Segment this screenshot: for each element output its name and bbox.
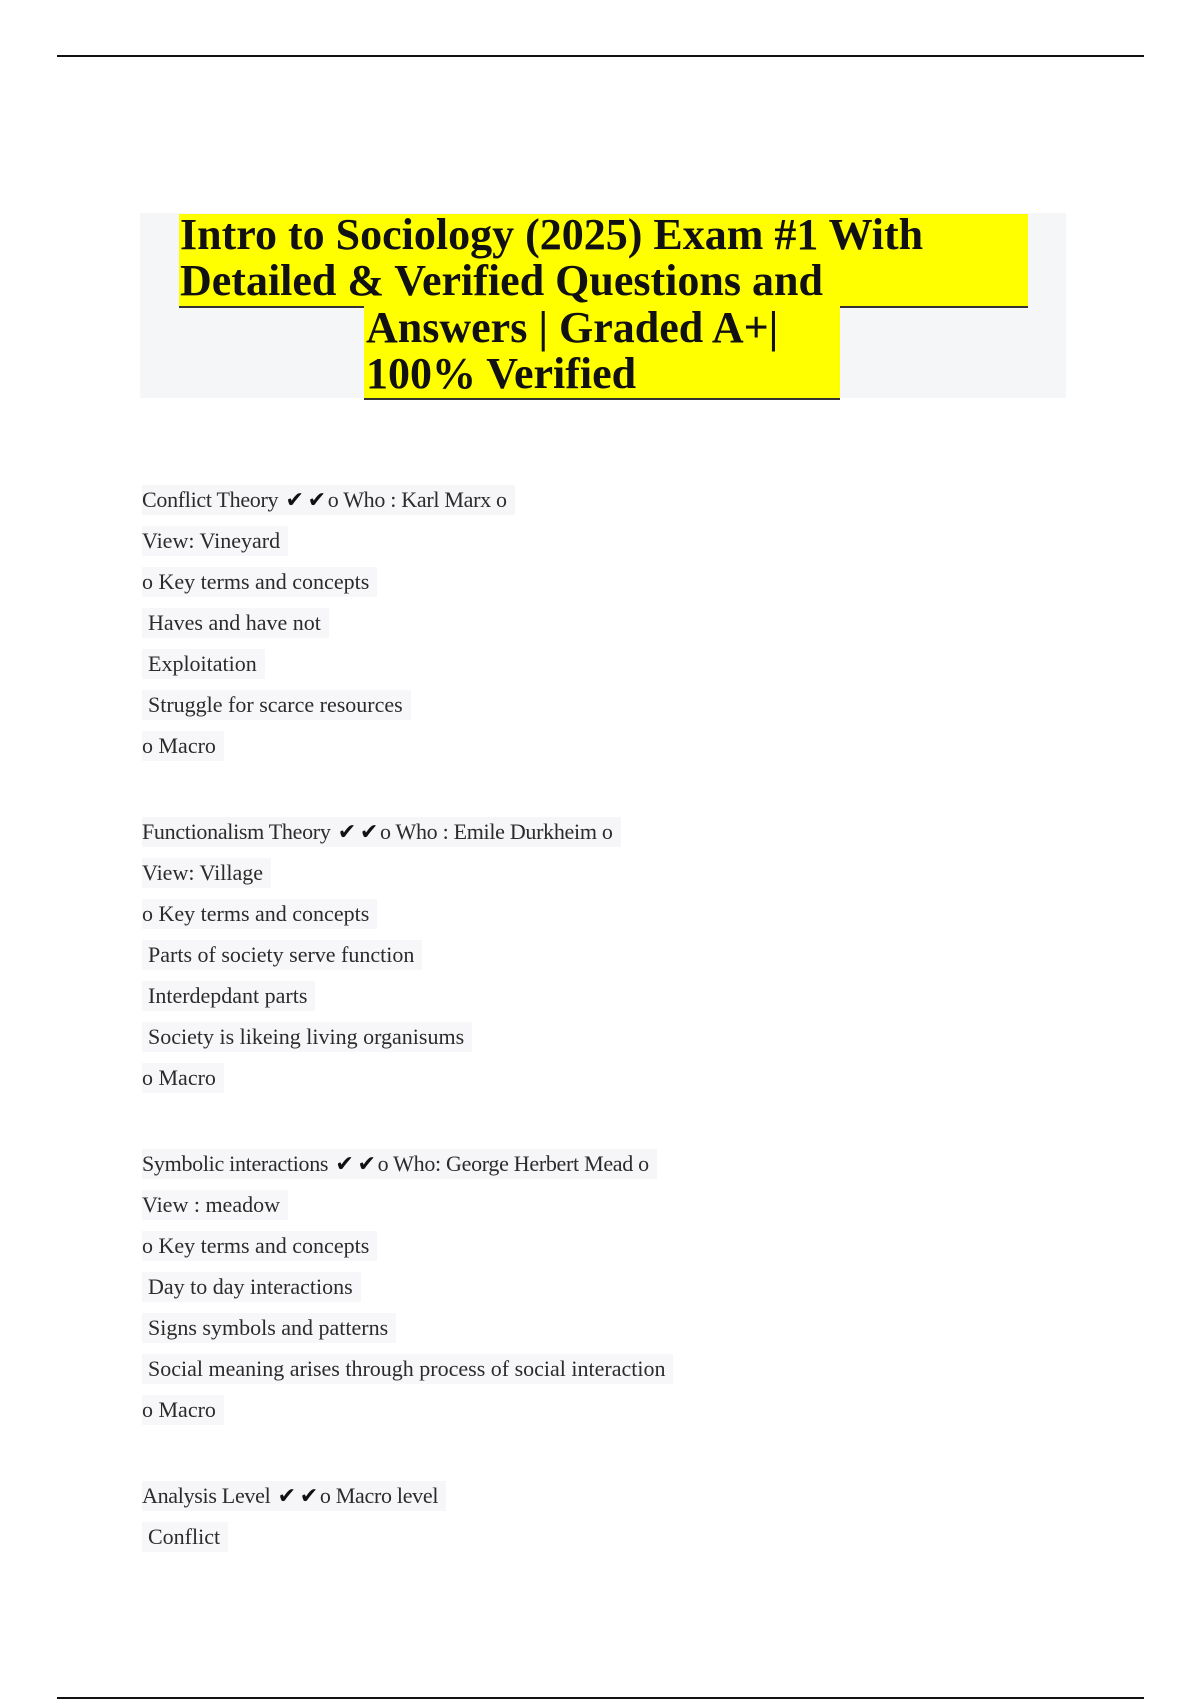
check-mark-icon: ✔ — [357, 1152, 376, 1177]
answer-line: Day to day interactions — [142, 1272, 361, 1302]
qa-section-symbolic-interactions — [142, 1149, 673, 1425]
answer-line: Signs symbols and patterns — [142, 1313, 396, 1343]
document-title-line-4: 100% Verified — [366, 349, 637, 398]
answer-line: Interdepdant parts — [142, 981, 315, 1011]
question-line — [142, 485, 515, 515]
qa-section-functionalism-theory — [142, 817, 621, 1093]
check-mark-icon: ✔ — [359, 820, 379, 845]
answer-line: Exploitation — [142, 649, 265, 679]
qa-section-conflict-theory — [142, 485, 515, 761]
answer-line: Social meaning arises through process of social interaction — [142, 1354, 673, 1384]
answer-line: View: Village — [142, 858, 271, 888]
question-term: Symbolic interactions — [142, 1151, 329, 1176]
bottom-rule — [57, 1697, 1144, 1699]
answer-line: Conflict — [142, 1522, 228, 1552]
answer-line: View : meadow — [142, 1190, 288, 1220]
check-mark-icon: ✔ — [277, 1484, 296, 1509]
answer-line: o Key terms and concepts — [142, 567, 377, 597]
question-term: Conflict Theory — [142, 487, 279, 512]
answer-line: Society is likeing living organisums — [142, 1022, 472, 1052]
answer-inline: o Macro level — [319, 1483, 439, 1508]
document-title-line-3: Answers | Graded A+| — [366, 303, 779, 352]
answer-line: Haves and have not — [142, 608, 329, 638]
question-term: Analysis Level — [142, 1483, 271, 1508]
answer-line: View: Vineyard — [142, 526, 288, 556]
check-mark-icon: ✔ — [285, 488, 304, 513]
top-rule — [57, 55, 1144, 57]
question-line — [142, 1149, 657, 1179]
check-mark-icon: ✔ — [335, 1152, 354, 1177]
check-mark-icon: ✔ — [299, 1484, 318, 1509]
question-line — [142, 817, 621, 847]
document-title-line-1: Intro to Sociology (2025) Exam #1 With — [180, 210, 924, 259]
answer-line: o Key terms and concepts — [142, 899, 377, 929]
answer-line: o Macro — [142, 1063, 224, 1093]
check-mark-icon: ✔ — [307, 488, 326, 513]
answer-line: o Macro — [142, 731, 224, 761]
question-term: Functionalism Theory — [142, 819, 331, 844]
check-mark-icon: ✔ — [337, 820, 356, 845]
answer-line: o Key terms and concepts — [142, 1231, 377, 1261]
answer-line: Struggle for scarce resources — [142, 690, 411, 720]
document-title-line-2: Detailed & Verified Questions and — [180, 256, 823, 305]
answer-inline: o Who : Emile Durkheim o — [380, 819, 613, 844]
answer-line: o Macro — [142, 1395, 224, 1425]
answer-line: Parts of society serve function — [142, 940, 422, 970]
answer-inline: o Who : Karl Marx o — [327, 487, 507, 512]
qa-section-analysis-level — [142, 1481, 446, 1552]
question-line — [142, 1481, 446, 1511]
answer-inline: o Who: George Herbert Mead o — [377, 1151, 649, 1176]
